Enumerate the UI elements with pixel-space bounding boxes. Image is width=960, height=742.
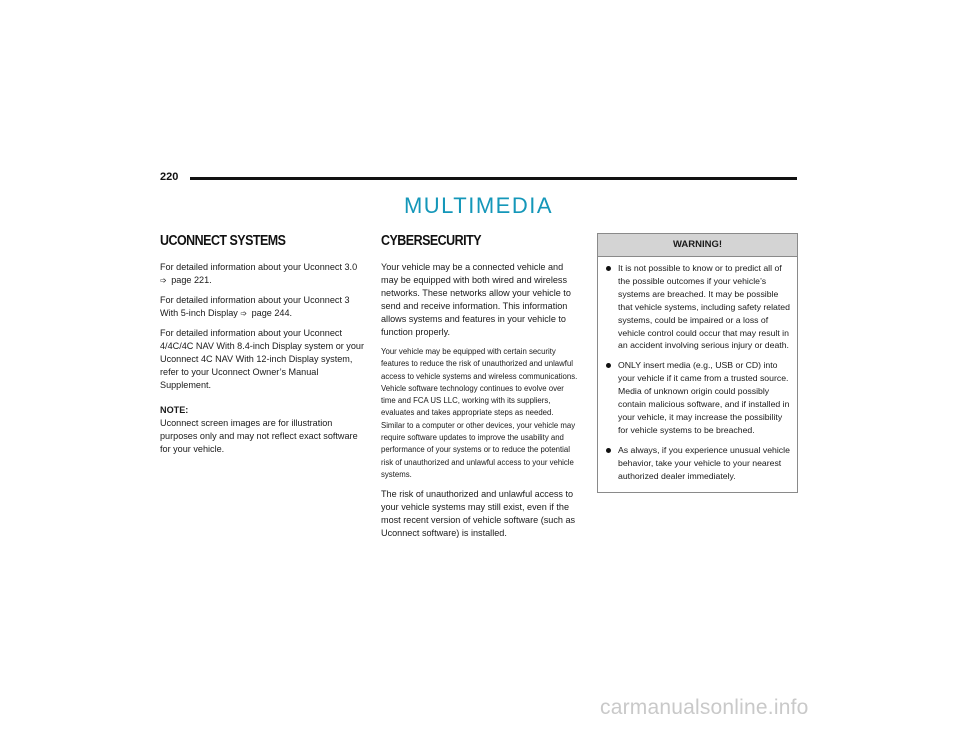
bullet-icon <box>606 266 611 271</box>
page-number: 220 <box>160 171 179 183</box>
warning-list <box>598 257 797 492</box>
uconnect-paragraph-2 <box>160 294 365 320</box>
warning-title: WARNING! <box>598 234 797 257</box>
uconnect-p1-text: For detailed information about your Uconnect 3.0 <box>160 262 358 272</box>
warning-item <box>603 262 791 352</box>
warning-box <box>597 233 798 493</box>
warning-item-text: As always, if you experience unusual vehicle behavior, take your vehicle to your nearest authorized dealer immediately. <box>618 444 790 481</box>
uconnect-p1-reference[interactable]: page 221. <box>171 275 212 285</box>
section-title: MULTIMEDIA <box>403 193 554 218</box>
warning-item-text: ONLY insert media (e.g., USB or CD) into your vehicle if it came from a trusted source. Media of unknown origin could possibly contain malicious software, and if installed in your vehicle, it may increase the possibility for vehicle systems to be breached. <box>618 360 790 435</box>
cybersecurity-paragraph-3: The risk of unauthorized and unlawful access to your vehicle systems may still exist, even if the most recent version of vehicle software (such as Uconnect software) is installed. <box>381 489 576 539</box>
cybersecurity-paragraph-1: Your vehicle may be a connected vehicle and may be equipped with both wired and wireless networks. These networks allow your vehicle to send and receive information. This information allows systems and features in your vehicle to function properly. <box>381 262 571 337</box>
page-reference-icon: ➩ <box>240 309 248 318</box>
header-rule <box>190 177 797 180</box>
page-reference-icon: ➩ <box>160 276 167 285</box>
warning-item <box>603 359 791 436</box>
uconnect-p2-reference[interactable]: page 244. <box>251 308 293 318</box>
warning-item <box>603 444 791 483</box>
note-label: NOTE: <box>160 405 189 415</box>
uconnect-p2-text: For detailed information about your Uconnect 3 With 5-inch Display <box>160 295 350 318</box>
note-text: Uconnect screen images are for illustration purposes only and may not reflect exact software for your vehicle. <box>160 418 358 454</box>
cybersecurity-paragraph-2: Your vehicle may be equipped with certain security features to reduce the risk of unauthorized and unlawful access to vehicle systems and wireless communications. Vehicle software technology continues to evolve over time and FCA US LLC, working with its suppliers, evaluates and takes appropriate steps as needed. Similar to a computer or other devices, your vehicle may require software updates to improve the usability and performance of your systems or to reduce the potential risk of unauthorized and unlawful access to your vehicle systems. <box>381 347 578 479</box>
uconnect-paragraph-1 <box>160 261 365 287</box>
cybersecurity-heading: CYBERSECURITY <box>381 233 482 249</box>
cybersecurity-column <box>381 233 579 547</box>
bullet-icon <box>606 363 611 368</box>
uconnect-column <box>160 233 365 463</box>
bullet-icon <box>606 448 611 453</box>
warning-item-text: It is not possible to know or to predict all of the possible outcomes if your vehicle’s systems are breached. It may be possible that vehicle systems, including safety related systems, could be impaired or a loss of vehicle control could occur that may result in an accident involving serious injury or death. <box>618 263 790 351</box>
watermark: carmanualsonline.info <box>600 696 809 719</box>
uconnect-heading: UCONNECT SYSTEMS <box>160 233 286 249</box>
uconnect-paragraph-3: For detailed information about your Uconnect 4/4C/4C NAV With 8.4-inch Display system or your Uconnect 4C NAV With 12-inch Display system, refer to your Uconnect Owner’s Manual Supplement. <box>160 328 365 390</box>
warning-column <box>597 233 798 493</box>
